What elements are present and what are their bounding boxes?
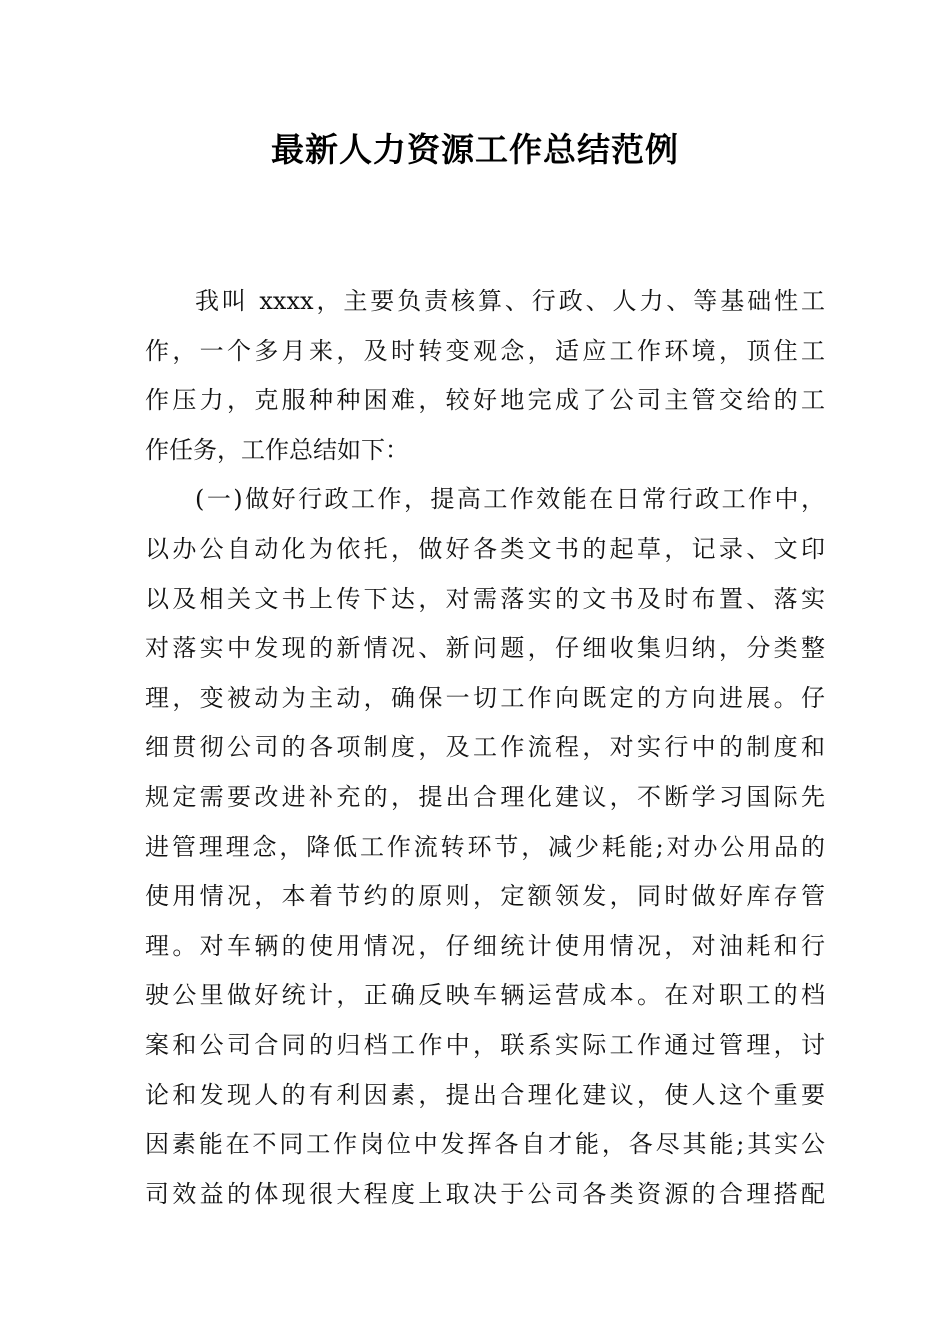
body-line: 因素能在不同工作岗位中发挥各自才能，各尽其能;其实公 (145, 1130, 825, 1159)
body-line: 作压力，克服种种困难，较好地完成了公司主管交给的工 (145, 386, 825, 415)
body-line: 规定需要改进补充的，提出合理化建议，不断学习国际先 (145, 782, 825, 811)
body-line: 理。对车辆的使用情况，仔细统计使用情况，对油耗和行 (145, 931, 825, 960)
body-line: (一)做好行政工作，提高工作效能在日常行政工作中， (195, 485, 825, 514)
document-title: 最新人力资源工作总结范例 (271, 130, 679, 169)
body-line: 以及相关文书上传下达，对需落实的文书及时布置、落实 (145, 584, 825, 613)
body-line: 驶公里做好统计，正确反映车辆运营成本。在对职工的档 (145, 981, 825, 1010)
body-line: 案和公司合同的归档工作中，联系实际工作通过管理，讨 (145, 1030, 825, 1059)
body-line: 细贯彻公司的各项制度，及工作流程，对实行中的制度和 (145, 733, 825, 762)
body-line: 理，变被动为主动，确保一切工作向既定的方向进展。仔 (145, 683, 825, 712)
body-line: 作任务，工作总结如下： (145, 435, 409, 464)
body-line: 对落实中发现的新情况、新问题，仔细收集归纳，分类整 (145, 634, 825, 663)
body-line: 进管理理念，降低工作流转环节，减少耗能;对办公用品的 (145, 832, 825, 861)
body-line: 司效益的体现很大程度上取决于公司各类资源的合理搭配 (145, 1179, 825, 1208)
body-line: 我叫 xxxx，主要负责核算、行政、人力、等基础性工 (195, 287, 825, 315)
body-line: 以办公自动化为依托，做好各类文书的起草，记录、文印 (145, 534, 825, 563)
document-body (145, 277, 825, 1219)
body-line: 使用情况，本着节约的原则，定额领发，同时做好库存管 (145, 882, 825, 911)
body-line: 作，一个多月来，及时转变观念，适应工作环境，顶住工 (145, 336, 825, 365)
body-line: 论和发现人的有利因素，提出合理化建议，使人这个重要 (145, 1080, 825, 1109)
